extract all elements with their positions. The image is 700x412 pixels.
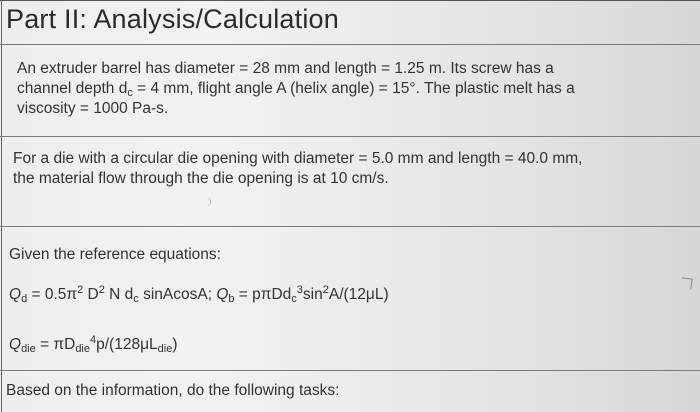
die-flow-equation: $Q_{die} = \pi D_{die}^4p/(128\mu L_{die})$ (9, 334, 178, 355)
equations-divider (0, 370, 700, 371)
die-statement (13, 149, 582, 189)
problem-line-2-start: channel depth d (17, 80, 128, 97)
problem-line-2-end: = 4 mm, flight angle A (helix angle) = 15°. The plastic melt has a (132, 80, 575, 97)
back-pressure-flow-equation: $Q_b = p\pi Dd_c^3\sin^2A/(12\mu L)$ (216, 284, 389, 305)
corner-mark (680, 277, 692, 289)
paper-mark (204, 197, 211, 207)
left-border (1, 0, 2, 412)
top-border (0, 0, 700, 1)
die-line-1: For a die with a circular die opening with diameter = 5.0 mm and length = 40.0 mm, (13, 150, 583, 167)
problem-line-2 (17, 79, 575, 99)
problem-line-1: An extruder barrel has diameter = 28 mm and length = 1.25 m. Its screw has a (17, 60, 554, 77)
title-divider (0, 44, 700, 45)
problem-statement (17, 59, 575, 119)
problem-line-3: viscosity = 1000 Pa-s. (17, 100, 169, 117)
reference-equations-row-1 (9, 284, 389, 305)
problem-divider (0, 136, 700, 137)
section-title: Part II: Analysis/Calculation (6, 4, 339, 34)
drag-flow-equation: $Q_d = 0.5\pi^2$ $D^2$ N $d_c$ sinAcosA; (9, 284, 217, 305)
channel-depth-subscript: c (127, 87, 133, 99)
die-divider (0, 226, 700, 227)
reference-heading: Given the reference equations: (9, 246, 221, 263)
die-line-2: the material flow through the die opening is at 10 cm/s. (13, 170, 389, 187)
tasks-heading: Based on the information, do the following tasks: (6, 382, 340, 399)
